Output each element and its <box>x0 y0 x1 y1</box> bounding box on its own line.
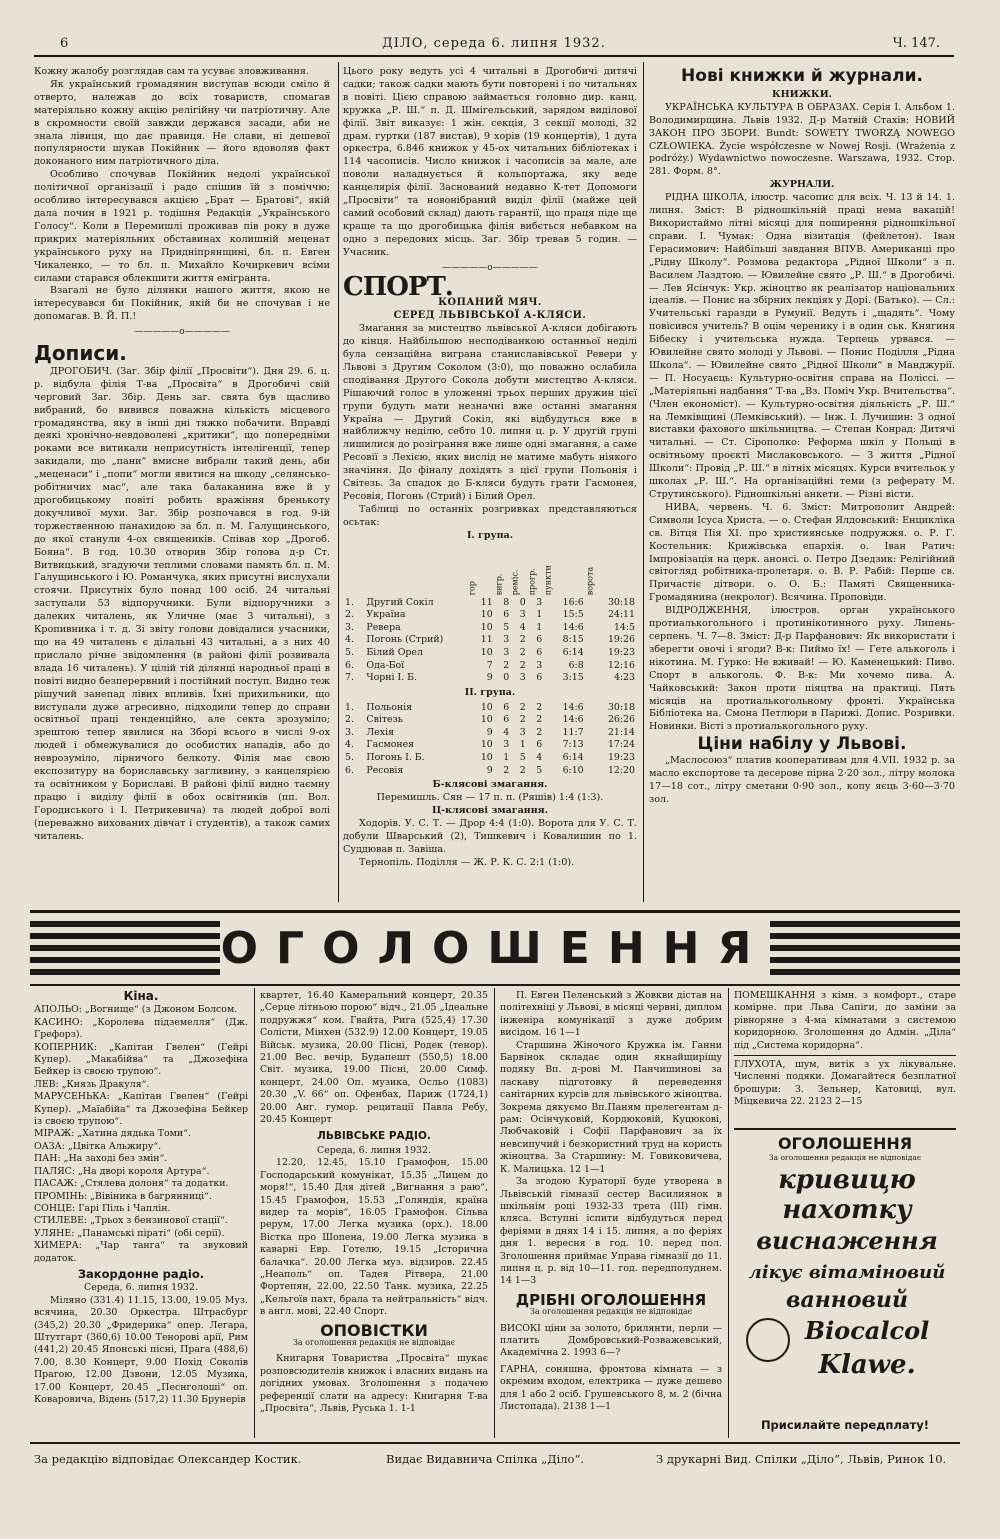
stat-cell: 2 <box>503 764 510 776</box>
cinema-listing: КАСИНО: „Королева підземелля“ (Дж. Грефорз). <box>34 1016 248 1041</box>
paragraph: Таблиці по останніх розгривках представляються осьтак: <box>343 503 637 528</box>
journal-ridna-shkola: РІДНА ШКОЛА, ілюстр. часопис для всіх. Ч. 13 й 14. 1. липня. Зміст: В рідношкільній праці нема вакацій! Використаймо літні місяці для поширення рідношкільної справи. І. Чумак: Одна візитація (фейлетон). Іван Герасимович: Найбільші завдання ВПУВ. Американці про „Рідну Школу“. Розмова редактора „Рідної Школи“ з п. Василем Лаздтою. — Ювилейне свято „Р. Ш.“ в Дрогобичі. — Лев Ясінчук: Укр. жіноцтво як реалізатор національних ідеалів. — Понис на збірних лекціях у Дорі. (Батько). — Сл.: Учительські гаразди в Румунії. Ведуть і „щадять“. Чому повісився учитель? В оцім черенику і в один ськ. Княгиня Бібеску і учительська нужда. Терпець урвався. — Ювилейне свято молоді у Львові. — Понис Поділля „Рідна Школа“. — Ювилейне свято „Рідної Школи“ в Манджурії. — П. Носуаєць: Культурно-освітня справа на Поліссі. — „Матеріяльні надбання“ Т-ва „Вз. Поміч Укр. Вчительства“. (Член економіст). — Культурно-освітня діяльність „Р. Ш.“ на Лемківщині (Лемківський). — Інж. І. Лучишин: З одної виставки фахового шкільництва. — Степан Конрад: Дитячі читальні. — Ст. Сірополко: Реформа шкіл у Польщі в освітньому проєкті Мислаковського. — З життя „Рідної Школи“: Провід „Р. Ш.“ в літніх місяцях. Курси вчительок у школах „Р. Ш.“. На організаційні теми (з реферату М. Струтинського). Рідношкільні анкети. — Різні вісти. <box>649 192 955 500</box>
stat-cell: 2 <box>503 659 510 671</box>
ads-bottom-rule <box>30 984 960 986</box>
footer-printer: З друкарні Вид. Спілки „Діло“, Львів, Ринок 10. <box>656 1452 947 1466</box>
stat-cell: 6:10 <box>562 764 584 776</box>
footer-editor: За редакцію відповідає Олександер Костик. <box>34 1452 302 1466</box>
team-cell: Лехія <box>366 726 394 738</box>
team-cell: Польонія <box>366 701 413 713</box>
standings-table-group-2 <box>343 702 637 778</box>
article-dopys: ДРОГОБИЧ. (Заг. Збір філії „Просвіти“). Дня 29. 6. ц. р. відбула філія Т-ва „Просвіта“ в Дрогобичі свій черговий Заг. Збір. День заг. свята був щасливо вибраний, бо вивився поважна кількість місцевого громадянства, яку в інші дні тяжко побачити. Вправді деякі хронічно-невдоволені „критики“, що попередніми роками все витикали неприсутність інтелігенції, тепер закидали, що „пани“ вмисне вибрали такий день, аби „меценаси“ і „попи“ могли явитися на шкоду „селянсько-робітничих мас“, але така балаканина вже й у дрогобицькому повіті робить вражіння бренькоту докучливої мухи. Заг. Збір розпочався в год. 9-ій торжественною панахидою за бл. п. М. Галущинського, до якої станули 4-ох священиків. Співав хор „Дрогоб. Бояна“. В год. 10.30 отворив Збір голова д-р Ст. Витвицький, згадуючи теплими словами память бл. п. М. Галущинського і Ю. Романчука, яких присутні вислухали стоячи. Присутніх було понад 100 осіб. 24 читальні заступали 53 відпоручники. Були відпоручники з далеких читалень, як Уличне (має 3 читальні), з Кропивника і т. д. Зі звіту голови довідалися учасники, що на 49 читалень є ділальні 43 читальні, а з них 40 прислало річне звідомлення (в районі філії розвивала влада 16 читалень). У цілій тій ділянці народньої праці в повіті видно безперервний і постійний поступ. Видно теж рішучий занепад лівих впливів. Їхні прихильники, що виступали дуже агресивно, підходили тепер до справи освітньої праці тенденційно, але секта зрозуміло; зрештою тепер явилися на Зборі всього в числі 9-ох людей і обмежувалися до особистих нападів, або до неврозуміло, лірничого белкоту. Філія має свою експозитуру на бориславську загливину, з канцелярією та освітником у Бориславі. В районі філії видно таємну працю і виділу філії в обох освітників (пп. Вол. Городиського і І. Петрикевича) та людей доброї волі (переважно вихованих дівчат і студентів), а також самих читалень. <box>34 365 330 842</box>
announcement-pelensky: П. Евген Пеленський з Жовкви дістав на політехніці у Львові, в місяці червні, диплом інженіра комунікації з дуже добрим висідом. 16 1—1 <box>500 990 722 1039</box>
page-number: 6 <box>60 36 69 51</box>
small-ad-gold: ВИСОКІ ціни за золото, брилянти, перли — платить Домбровський-Розважевський, Академічна 2. 1993 6—? <box>500 1322 722 1359</box>
stat-cell: 14:6 <box>562 714 584 726</box>
stat-cell: 2 <box>536 701 543 713</box>
stat-cell: 12:20 <box>607 764 635 776</box>
ad-divider <box>734 1128 956 1130</box>
cinema-listing: СТИЛЕВЕ: „Трьох з бензинової стації“. <box>34 1215 228 1227</box>
stat-cell: 8:15 <box>562 634 584 646</box>
stat-cell: 5 <box>519 752 526 764</box>
journal-vidrodzhennia: ВІДРОДЖЕННЯ, ілюстров. орган українського протиалькогольного і протинікотинного руху. Липень-серпень. Ч. 7—8. Зміст: Д-р Парфанович: Як використати і зберегти овочі і ягоди? В-к: Пиймо їх! — Гете алькоголь і нікотина. М. Гурко: Не вживай! — Ю. Каменецький: Пиво. Спорт в алькоголь. Ф. В-к: Ми хочемо пива. А. Чайковський: Закон проти піяцтва на практиці. Пять місяців на протиалькогольному фронті. Українська Бібліотека на. Смона Петлюри в Парижі. Допис. Розривки. Новинки. Вісті з протиалькогольного руху. <box>649 605 955 733</box>
small-ad-room: ГАРНА, соняшна, фронтова кімната — з окремим входом, електрика — дуже дешево для 1 або 2 осіб. Грушевського 8, м. 2 (бічна Листопада). 2138 1—1 <box>500 1363 722 1412</box>
stat-cell: 0 <box>519 596 526 608</box>
match-result: Тернопіль. Поділля — Ж. Р. К. С. 2:1 (1:0). <box>359 856 575 868</box>
stat-cell: 6:14 <box>562 647 584 658</box>
stat-cell: 6:14 <box>562 752 584 764</box>
stat-cell: 14:5 <box>613 621 635 633</box>
foreign-radio-heading: Закордонне радіо. <box>77 1266 205 1281</box>
small-ads-heading: ДРІБНІ ОГОЛОШЕННЯ <box>515 1290 707 1309</box>
table-row <box>343 727 637 740</box>
announcements-note: За оголошення редакція не відповідає <box>292 1337 456 1347</box>
table-row <box>343 672 637 685</box>
announcement-women-circle: Старшина Жіночого Кружка ім. Ганни Барвінок складає один якнайщиріщу подяку Вп. д-рові М. Панчишинові за ласкаву підготовку й переведення санітарних курсів для львівського жіноцтва. Зокрема дякуємо Вп.Паням прелегентам д-рам: Осінчуковій, Кордюковій, Куцюкові, Любчаковій і Софії Парфанович за їх невсипучий і безкористний труд на користь жіноцтва. За Старшину: М. Говиковичева, К. Малицька. 12 1—1 <box>500 1039 722 1175</box>
team-cell: Ода-Бої <box>366 659 405 671</box>
ads-top-rule <box>30 910 960 913</box>
cinema-listing: СОНЦЕ: Гарі Піль і Чаплін. <box>34 1202 171 1214</box>
table-row <box>343 622 637 635</box>
ads-divider <box>254 988 255 1438</box>
cinema-listing: ПАН: „На заході без змін“. <box>34 1153 168 1165</box>
ads-column-3 <box>500 990 722 1440</box>
stat-cell: 6 <box>536 647 543 658</box>
stat-cell: 6 <box>536 672 543 684</box>
cinema-listing: УЛЯНЕ: „Панамські піраті“ (обі серії). <box>34 1227 225 1239</box>
small-ads-note: За оголошення редакція не відповідає <box>529 1307 693 1317</box>
stat-cell: 19:26 <box>607 634 635 646</box>
column-1 <box>34 66 330 904</box>
stat-cell: 2 <box>519 714 526 726</box>
stat-cell: 6:8 <box>568 659 584 671</box>
ads-column-1 <box>34 990 248 1440</box>
cinema-listing: ОАЗА: „Цвітка Альжиру“. <box>34 1140 162 1152</box>
paragraph: Як український громадянин виступав всюди сміло й отверто, належав до всіх товариств, спомагав матеріяльно кожну акцію релігійну чи патріотичну. Але в скромности своїй завжди держався засади, аби не знала лівиця, що дає правиця. Не слави, ні дешевої популярности шукав Покійник — його вдоволяв факт доконаного ним патріотичного діла. <box>34 78 330 168</box>
stat-cell: 7 <box>486 659 493 671</box>
stat-cell: 3:15 <box>562 672 584 684</box>
stat-cell: 10 <box>480 647 493 658</box>
stat-cell: 8 <box>503 596 510 608</box>
small-ad-apartment: ПОМЕШКАННЯ з кімн. з комфорт., старе комірне. при Льва Сапіги, до заміни за рівноряне з 4-ма кімнатами з системою коридорною. Зголошення до Адмін. „Діла“ під „Система коридорна“. <box>734 990 956 1051</box>
match-result: Перемишль. Сян — 17 п. п. (Ряшів) 1:4 (1:3). <box>376 792 604 804</box>
stat-cell: 3 <box>519 726 526 738</box>
ads-banner <box>30 915 960 981</box>
stat-cell: 6 <box>536 739 543 751</box>
team-cell: Погонь І. Б. <box>366 752 425 764</box>
promo-line: лікує вітаміновий <box>748 1262 946 1283</box>
small-ad-deafness: ГЛУХОТА, шум, витік з ух лікувальне. Численні подяки. Домагайтеся безплатної брошури: З. Зельнер, Катовиці, вул. Міцкевича 22. 2123 2—15 <box>734 1059 956 1108</box>
stat-cell: 10 <box>480 714 493 726</box>
team-cell: Ресовія <box>366 764 404 776</box>
subscribe-notice: Присилайте передплату! <box>760 1418 930 1432</box>
promo-line: Klawe. <box>818 1350 916 1380</box>
team-cell: Україна <box>366 609 406 621</box>
promo-line: ванновий <box>786 1287 908 1313</box>
column-header: прогр. <box>527 568 537 596</box>
team-cell: Чорні І. Б. <box>366 672 418 684</box>
cinema-listing: МІРАЖ: „Хатинa дядька Томи“. <box>34 1128 191 1140</box>
column-divider <box>338 62 339 902</box>
table-row <box>343 739 637 752</box>
stat-cell: 5 <box>503 621 510 633</box>
position-cell: 5. <box>345 647 354 658</box>
stat-cell: 3 <box>503 647 510 658</box>
cinema-listing: ПРОМІНЬ: „Вівіника в багрянниці“. <box>34 1190 212 1202</box>
stat-cell: 21:14 <box>607 726 635 738</box>
radio-date: Середа, 6. липня 1932. <box>84 1282 198 1294</box>
books-label: КНИЖКИ. <box>772 88 832 100</box>
cinema-listing: ПАЛЯС: „На дворі короля Артура“. <box>34 1165 210 1177</box>
biocalcol-advertisement <box>742 1165 952 1418</box>
stat-cell: 10 <box>480 701 493 713</box>
stat-cell: 11 <box>480 596 493 608</box>
stat-cell: 4:23 <box>613 672 635 684</box>
stat-cell: 2 <box>519 659 526 671</box>
stat-cell: 10 <box>480 752 493 764</box>
stat-cell: 1 <box>536 621 543 633</box>
column-divider <box>643 62 644 902</box>
stat-cell: 10 <box>480 739 493 751</box>
issue-number: Ч. 147. <box>892 36 940 51</box>
results-label: Б-клясові змагання. <box>432 779 548 791</box>
table-row <box>343 660 637 673</box>
table-row <box>343 702 637 715</box>
stat-cell: 3 <box>503 634 510 646</box>
position-cell: 2. <box>345 609 354 621</box>
announcement-gymnasium: За згодою Кураторії буде утворена в Львівській гімназії сестер Василиянок в шкільнім році 1932-33 трета (ІІІ) гімн. кляса. Вступні іспити відбудуться перед феріями в днях 14 і 15. липня, а по феріях дня 1. вересня в год. 10. перед пол. Зголошення приймає Управа гімназії до 11. липня ц. р. від 10—11. год. передполуднем. 14 1—3 <box>500 1176 722 1287</box>
stat-cell: 6 <box>503 714 510 726</box>
footer-publisher: Видає Видавнича Спілка „Діло“. <box>386 1452 585 1466</box>
column-2 <box>343 66 637 904</box>
stat-cell: 14:6 <box>562 621 584 633</box>
cinema-listing: КОПЕРНИК: „Капітан Гвелен“ (Гейрі Купер). „Макабійва“ та „Джозефіна Бейкер із своєю трупою“. <box>34 1041 248 1078</box>
prices-text: „Маслосоюз“ платив кооперативам для 4.VII. 1932 р. за масло експортове та десерове пірна 2·20 зол., літру молока 17—18 сот., літру сметани 0·90 зол., копу яєць 3·60—3·70 зол. <box>649 755 955 805</box>
table-row <box>343 634 637 647</box>
team-cell: Ревера <box>366 621 401 633</box>
stat-cell: 1 <box>519 739 526 751</box>
group-label: І. група. <box>466 529 514 541</box>
subheading: СЕРЕД ЛЬВІВСЬКОЇ А-КЛЯСИ. <box>393 310 587 322</box>
promo-line: Biocalcol <box>804 1316 930 1345</box>
position-cell: 6. <box>345 764 354 776</box>
column-3 <box>649 66 955 904</box>
position-cell: 4. <box>345 634 354 646</box>
stat-cell: 16:6 <box>562 596 584 608</box>
stat-cell: 2 <box>536 726 543 738</box>
masthead: ДІЛО, середа 6. липня 1932. <box>382 36 606 51</box>
team-cell: Світезь <box>366 714 403 726</box>
stat-cell: 2 <box>519 634 526 646</box>
ads-banner-title: ОГОЛОШЕННЯ <box>220 923 770 974</box>
section-heading-sport: СПОРТ. <box>343 271 453 302</box>
announcements-heading: ОПОВІСТКИ <box>320 1320 428 1340</box>
cinema-heading: Кіна. <box>123 990 159 1003</box>
header-rule <box>34 55 954 57</box>
group-label: ІІ. група. <box>464 686 516 698</box>
ornament-divider: —————о————— <box>442 262 538 273</box>
stat-cell: 3 <box>519 672 526 684</box>
stat-cell: 14:6 <box>562 701 584 713</box>
stat-cell: 15:5 <box>562 609 584 621</box>
promo-line: нахотку <box>782 1195 912 1225</box>
column-header: гор <box>468 581 478 596</box>
results-label: Ц-клясові змагання. <box>431 805 549 817</box>
stat-cell: 2 <box>519 701 526 713</box>
position-cell: 3. <box>345 726 354 738</box>
stat-cell: 4 <box>519 621 526 633</box>
cinema-listing: АПОЛЬО: „Вогнище“ (з Джоном Болсом. <box>34 1004 238 1016</box>
ads-column-4 <box>734 990 956 1120</box>
table-row <box>343 752 637 765</box>
subheading: КОПАНИЙ МЯЧ. <box>438 297 542 309</box>
radio-program: Міляно (331.4) 11.15, 13.00, 19.05 Муз. всячина, 20.30 Оркестра. Штрасбург (345,2) 20.30 „Фридерика“ опер. Легара, Штутгарт (360,6) 10.00 Тенорові арії, Рим (441,2) 20.45 Японські пісні, Прага (488,6) 7.00, 8.30 Концерт, 9.00 Похід Соколів Прагою, 12.00 Дзвони, 12.05 Музика, 17.00 Концерт, 20.45 „Песнголоші“ оп. Коваровича, Відень (517,2) 11.30 Брунерів <box>34 1294 248 1405</box>
stat-cell: 30:18 <box>607 596 635 608</box>
ads-box-heading: ОГОЛОШЕННЯ <box>777 1134 913 1153</box>
ads-divider <box>494 988 495 1438</box>
stat-cell: 1 <box>536 609 543 621</box>
table-row <box>343 609 637 622</box>
paragraph: Цього року ведуть усі 4 читальні в Дрогобичі дитячі садки; також садки мають бути повторені і по читальнях в повіті. Цією справою займається головно дир. канц. кружка „Р. Ш.“ п. Д. Шмігельський, зарядом виділової філії. Звіт виказує: 1 жін. секція, 3 секції молоді, 32 драм. гуртки (187 вистав), 9 хорів (19 концертів), 1 дута оркестра, 6.846 книжок у 45-ох читальних бібліотеках і 114 часописів. Число книжок і часописів за мале, але поволи наладнується й кольпортажа, яку веде канцелярія філії. Заснований недавно К-тет Допомоги „Просвіти“ та новонібраний виділ філії (майже цей самий особовий склад) дають гарантії, що праця піде ще краще та що дрогобицька філія вибється небавком на одно з передових місць. Заг. Збір тревав 5 годин. — Учасник. <box>343 66 637 258</box>
cinema-listing: МАРУСЕНЬКА: „Капітан Гвелен“ (Гейрі Купер). „Маїабійа“ та Джозефіна Бейкер із своєю трупою“. <box>34 1091 248 1128</box>
position-cell: 4. <box>345 739 354 751</box>
journal-niva: НИВА, червень. Ч. 6. Зміст: Митрополит Андрей: Символи Ісуса Христа. — о. Стефан Ялдовський: Енцикліка св. Вітця Пія ХІ. про християнське подружжя. о. Р. Г. Костельник: Крижівська епархія. о. Іван Ратич: Імпровізація на церк. анонсі. о. Петро Дзедзик: Релігійний світогляд робітника-пролетаря. о. В. Р. Рабій: Перше св. Причастіє дітвори. о. О. Б.: Памяті Священника-Громадянина (некролог). Всячина. Проповіди. <box>649 501 955 604</box>
section-heading-books: Нові книжки й журнали. <box>681 66 923 86</box>
column-header: вигр. <box>494 573 504 596</box>
promo-line: кривицю <box>778 1165 916 1195</box>
lviv-radio-heading: ЛЬВІВСЬКЕ РАДІО. <box>317 1130 431 1143</box>
position-cell: 5. <box>345 752 354 764</box>
cinema-list <box>34 1004 248 1265</box>
page-header <box>34 34 954 52</box>
ads-column-2 <box>260 990 488 1440</box>
stat-cell: 7:13 <box>562 739 584 751</box>
table-row <box>343 597 637 610</box>
table-row <box>343 647 637 660</box>
stat-cell: 2 <box>536 714 543 726</box>
stat-cell: 4 <box>503 726 510 738</box>
ads-box-note: За оголошення редакція не відповідає <box>768 1153 922 1162</box>
match-result: Ходорів. У. С. Т. — Дрор 4:4 (1:0). Ворота для У. С. Т. добули Шварський (2), Тишкевич і Ковалишин по 1. Суддював п. Завіша. <box>343 817 637 855</box>
table-row <box>343 714 637 727</box>
books-list: УКРАЇНСЬКА КУЛЬТУРА В ОБРАЗАХ. Серія І. Альбом 1. Володимирщина. Львів 1932. Д-р Матвій Стахів: НОВИЙ ЗАКОН ПРО ЗБОРИ. Bundt: SOWETY TWORZĄ NOWEGO CZŁOWIEKA. Życie współczesne w Nowej Rosji. (Wrażenia z podróży.) Wydawnictwo nowoczesne. Warszawa, 1932. Стор. 281. Форм. 8°. <box>649 101 955 178</box>
cinema-listing: ПАСАЖ: „Стялева долоня“ та додатки. <box>34 1178 229 1190</box>
paragraph: Змагання за мистецтво львівської А-кляси добігають до кінця. Найбільшою несподіванкою останньої неділі була сензаційна виграна станиславівської Ревери у Львові з Другим Соколом (3:0), що поважно ослабила сподівання Другого Сокола добути мистецтво А-кляси. Рішаючий голос в уложенні трьох перших дружин цієї групи будуть мати незначні вже останні змагання Україна — Другий Сокіл, які відбудуться вже в найближчу неділю, себто 10. липня ц. р. У другій групі лишилися до розіграння вже лише одні змагання, а саме Ресовії з Лехією, яких вислід не матиме мабуть ніякого значіння. До фіналу дохідять з цієї групи Польонія і Світезь. За спадок до Б-кляси будуть грати Гасмонея, Ресовія, Погонь (Стрий) і Білий Орел. <box>343 323 637 502</box>
stat-cell: 6 <box>536 634 543 646</box>
lviv-radio-date: Середа, 6. липня 1932. <box>317 1144 431 1156</box>
lviv-radio-program: 12.20, 12.45, 15.10 Грамофон, 15.00 Господарський комунікат, 15.35 „Лицем до моря!“, 15.40 Для дітей „Вигнання з раю“, 15.45 Грамофон, 15.53 „Голяндія, країна видер та морів“, 16.05 Грамофон. Сільва рерум, 17.00 Легка музика (орх.). 18.00 Вістка про Шопена, 19.00 Легка музика в каварні Евр. Готелю, 19.15 „Історична балачка“. 20.00 Легка муз. відзиров. 22.45 „Неаполь“ оп. Тадея Рітвера, 21.00 Фортепян, 22.00, 22.50 Танк. музика, 22.25 „Кельгоїв пахт, брала та нейтральність“ відч. в англ. мові, 22.40 Спорт. <box>260 1157 488 1318</box>
position-cell: 1. <box>345 596 354 608</box>
prices-heading: Ціни набілу у Львові. <box>697 734 907 755</box>
stat-cell: 26:26 <box>607 714 635 726</box>
stat-cell: 3 <box>503 739 510 751</box>
column-header: реміс. <box>510 569 520 596</box>
stat-cell: 30:18 <box>607 701 635 713</box>
column-header: пункти <box>543 565 553 596</box>
announcement-prosvita: Книгарня Товариства „Просвіта“ шукає розповсюдителів книжок і власних видань на догідних умовах. Зголошення з подачею референції слати на адресу: Книгарня Т-ва „Просвіта“, Львів, Руська 1. 1-1 <box>260 1353 488 1414</box>
stat-cell: 10 <box>480 609 493 621</box>
stat-cell: 9 <box>486 726 493 738</box>
stat-cell: 9 <box>486 672 493 684</box>
stat-cell: 11 <box>480 634 493 646</box>
ornament-divider: —————о————— <box>134 327 230 338</box>
stat-cell: 5 <box>536 764 543 776</box>
ad-divider <box>734 1055 956 1056</box>
stat-cell: 17:24 <box>607 739 635 751</box>
ads-divider <box>728 988 729 1438</box>
paragraph: Взагалі не було ділянки нашого життя, якою не інтересувався би Покійник, якій би не спочував і не допомагав. В. Й. П.! <box>34 285 330 323</box>
stat-cell: 11:7 <box>562 726 584 738</box>
stat-cell: 1 <box>503 752 510 764</box>
stat-cell: 3 <box>519 609 526 621</box>
position-cell: 7. <box>345 672 354 684</box>
table-row <box>343 765 637 778</box>
page-footer <box>34 1452 958 1470</box>
column-header: ворота <box>585 566 595 596</box>
stat-cell: 0 <box>503 672 510 684</box>
paragraph: Кожну жалобу розглядав сам та усуває зловживання. <box>34 66 310 77</box>
position-cell: 6. <box>345 659 354 671</box>
position-cell: 3. <box>345 621 354 633</box>
stat-cell: 2 <box>519 764 526 776</box>
cinema-listing: ХИМЕРА: „Чар танга“ та звуковий додаток. <box>34 1240 248 1264</box>
stat-cell: 9 <box>486 764 493 776</box>
position-cell: 1. <box>345 701 354 713</box>
radio-program-continued: квартет, 16.40 Камеральний концерт, 20.35 „Серце літньою порою“ відч., 21.05 „Ідеальне подружжя“ ком. Гвайта, Рига (525,4) 17.30 Солісти, Мінхен (532.9) 12.00 Концерт, 19.05 Військ. музика, 20.00 Пісні, Родек (тенор). 21.00 Вес. вечір, Будапешт (550,5) 18.00 Світ. музика, 19.00 Пісні, 20.00 Симф. концерт, 24.00 Оп. музика, Осльо (1083) 20.30 „V. 66“ оп. Офенбах, Париж (1724,1) 20.00 Анг. гумор. рецитації Павла Ребу, 20.45 Концерт <box>260 990 488 1126</box>
position-cell: 2. <box>345 714 354 726</box>
stat-cell: 3 <box>536 596 543 608</box>
paragraph: Особливо спочував Покійник недолі української політичної організації і радо спішив їй з поміччю; особливо інтересувався акцією „Брат — Братові“, якій дала почин в 1921 р. тодішня Редакція „Українського Голосу“. Коли в Перемишлі проживав пів року в дуже прикрих матеріяльних обставинах колишній меценат українського руху на Придніпрянщині, бл. п. Евген Чикаленко, — то бл. п. Михайло Кочиркевич всіми силами старався облекшити життя емігранта. <box>34 169 330 284</box>
team-cell: Білий Орел <box>366 647 423 658</box>
stat-cell: 6 <box>503 609 510 621</box>
stat-cell: 6 <box>503 701 510 713</box>
promo-line: виснаження <box>756 1226 938 1255</box>
team-cell: Гасмонея <box>366 739 415 751</box>
stat-cell: 12:16 <box>607 659 635 671</box>
journals-label: ЖУРНАЛИ. <box>769 179 835 191</box>
stat-cell: 4 <box>536 752 543 764</box>
team-cell: Погонь (Стрий) <box>366 634 444 646</box>
footer-rule <box>30 1442 960 1444</box>
stat-cell: 10 <box>480 621 493 633</box>
standings-table-group-1 <box>343 545 637 685</box>
stat-cell: 2 <box>519 647 526 658</box>
table-header-row <box>343 545 637 597</box>
stat-cell: 19:23 <box>607 752 635 764</box>
team-cell: Другий Сокіл <box>366 596 434 608</box>
section-heading-dopysy: Дописи. <box>34 341 127 366</box>
cinema-listing: ЛЕВ: „Князь Дракуля“. <box>34 1078 150 1090</box>
stat-cell: 3 <box>536 659 543 671</box>
stat-cell: 19:23 <box>607 647 635 658</box>
stat-cell: 24:11 <box>607 609 635 621</box>
